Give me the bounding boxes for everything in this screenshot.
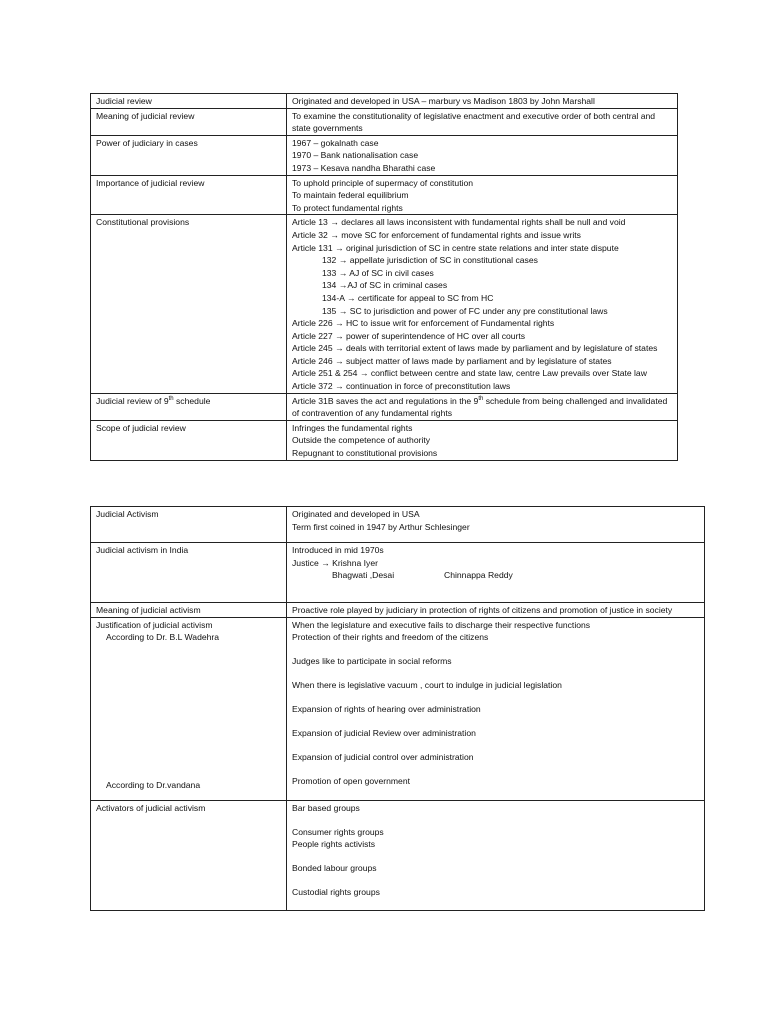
row-label: Judicial Activism (91, 507, 287, 543)
table-row (91, 108, 678, 135)
table-row (91, 393, 678, 420)
row-content: Article 31B saves the act and regulations in the 9th schedule from being challenged and invalidated of contravention of any fundamental rights (287, 393, 678, 420)
row-label: Judicial activism in India (91, 543, 287, 603)
row-content: Originated and developed in USA Term first coined in 1947 by Arthur Schlesinger (287, 507, 705, 543)
table-row (91, 617, 705, 800)
table-row (91, 420, 678, 460)
judicial-activism-table (90, 506, 705, 911)
table-row (91, 603, 705, 618)
table-row (91, 800, 705, 910)
judicial-review-table (90, 93, 678, 461)
table-row (91, 175, 678, 215)
row-label: Meaning of judicial activism (91, 603, 287, 618)
row-content: Introduced in mid 1970s Justice → Krishna Iyer Bhagwati ,Desai Chinnappa Reddy (287, 543, 705, 603)
row-label: Scope of judicial review (91, 420, 287, 460)
row-label: Importance of judicial review (91, 175, 287, 215)
row-content: Originated and developed in USA – marbury vs Madison 1803 by John Marshall (287, 94, 678, 109)
row-content: Bar based groups Consumer rights groups People rights activists Bonded labour groups Custodial rights groups (287, 800, 705, 910)
row-content: Article 13 → declares all laws inconsistent with fundamental rights shall be null and void Article 32 → move SC for enforcement of fundamental rights and issue writs Article 131 → original jurisdiction of SC in centre state relations and inter state dispute 132 → appellate jurisdiction of SC in constitutional cases 133 → AJ of SC in civil cases 134 →AJ of SC in criminal cases 134-A → certificate for appeal to SC from HC 135 → SC to jurisdiction and power of FC under any pre constitutional laws Article 226 → HC to issue writ for enforcement of Fundamental rights Article 227 → power of superintendence of HC over all courts Article 245 → deals with territorial extent of laws made by parliament and by legislature of states Article 246 → subject matter of laws made by parliament and by legislature of states Article 251 & 254 → conflict between centre and state law, centre Law prevails over State law Article 372 → continuation in force of preconstitution laws (287, 215, 678, 393)
row-content: When the legislature and executive fails to discharge their respective functions Protection of their rights and freedom of the citizens Judges like to participate in social reforms When there is legislative vacuum , court to indulge in judicial legislation Expansion of rights of hearing over administration Expansion of judicial Review over administration Expansion of judicial control over administration Promotion of open government (287, 617, 705, 800)
sub-label: According to Dr.vandana (106, 779, 201, 790)
row-label: Judicial review of 9th schedule (91, 393, 287, 420)
row-content: 1967 – gokalnath case 1970 – Bank nationalisation case 1973 – Kesava nandha Bharathi case (287, 135, 678, 175)
row-content: To examine the constitutionality of legislative enactment and executive order of both central and state governments (287, 108, 678, 135)
table-row (91, 215, 678, 393)
table-row (91, 543, 705, 603)
table-row (91, 507, 705, 543)
row-label: Meaning of judicial review (91, 108, 287, 135)
row-label: Judicial review (91, 94, 287, 109)
row-label: Justification of judicial activism According to Dr. B.L Wadehra According to Dr.vandana (91, 617, 287, 800)
table-row (91, 135, 678, 175)
row-content: To uphold principle of supermacy of constitution To maintain federal equilibrium To protect fundamental rights (287, 175, 678, 215)
row-label: Constitutional provisions (91, 215, 287, 393)
row-content: Proactive role played by judiciary in protection of rights of citizens and promotion of justice in society (287, 603, 705, 618)
row-content: Infringes the fundamental rights Outside the competence of authority Repugnant to constitutional provisions (287, 420, 678, 460)
row-label: Power of judiciary in cases (91, 135, 287, 175)
table-row (91, 94, 678, 109)
row-label: Activators of judicial activism (91, 800, 287, 910)
